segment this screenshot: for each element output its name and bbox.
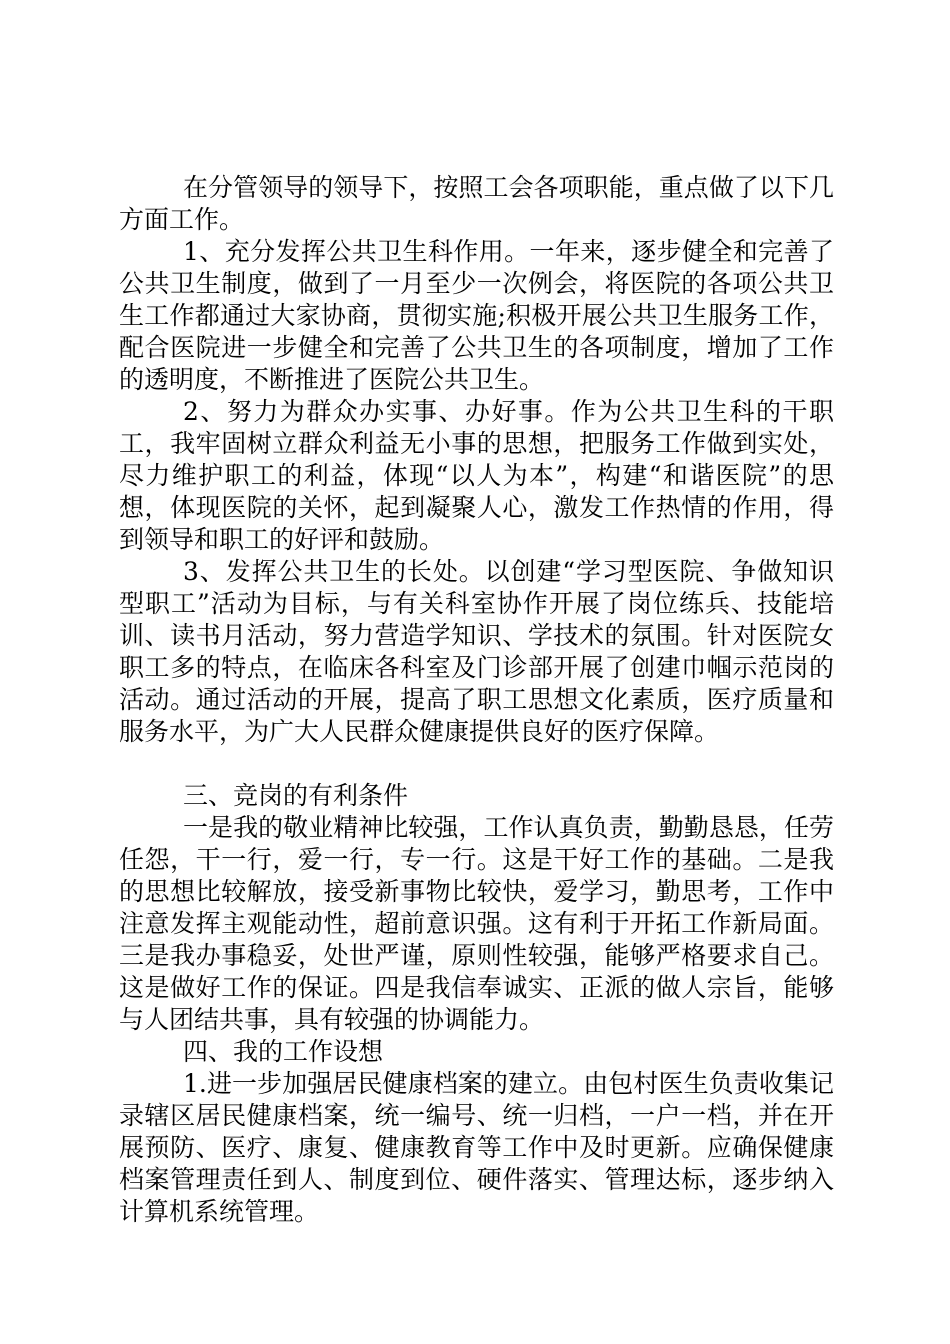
item-1-paragraph: 1、充分发挥公共卫生科作用。一年来，逐步健全和完善了公共卫生制度，做到了一月至少一次例会，将医院的各项公共卫生工作都通过大家协商，贯彻实施;积极开展公共卫生服务工作，配合医院进一步健全和完善了公共卫生的各项制度，增加了工作的透明度，不断推进了医院公共卫生。 xyxy=(119,237,834,394)
section-three-heading: 三、竞岗的有利条件 xyxy=(183,781,409,810)
advantages-paragraph: 一是我的敬业精神比较强，工作认真负责，勤勤恳恳，任劳任怨，干一行，爱一行，专一行。这是干好工作的基础。二是我的思想比较解放，接受新事物比较快，爱学习，勤思考，工作中注意发挥主观能动性，超前意识强。这有利于开拓工作新局面。三是我办事稳妥，处世严谨，原则性较强，能够严格要求自己。这是做好工作的保证。四是我信奉诚实、正派的做人宗旨，能够与人团结共事，具有较强的协调能力。 xyxy=(119,813,834,1034)
item-2-paragraph: 2、努力为群众办实事、办好事。作为公共卫生科的干职工，我牢固树立群众利益无小事的思想，把服务工作做到实处，尽力维护职工的利益，体现“以人为本”，构建“和谐医院”的思想，体现医院的关怀，起到凝聚人心，激发工作热情的作用，得到领导和职工的好评和鼓励。 xyxy=(119,397,834,554)
intro-paragraph: 在分管领导的领导下，按照工会各项职能，重点做了以下几方面工作。 xyxy=(119,173,834,234)
item-3-paragraph: 3、发挥公共卫生的长处。以创建“学习型医院、争做知识型职工”活动为目标，与有关科室协作开展了岗位练兵、技能培训、读书月活动，努力营造学知识、学技术的氛围。针对医院女职工多的特点，在临床各科室及门诊部开展了创建巾帼示范岗的活动。通过活动的开展，提高了职工思想文化素质，医疗质量和服务水平，为广大人民群众健康提供良好的医疗保障。 xyxy=(119,557,834,746)
document-body xyxy=(119,172,834,1228)
section-spacer xyxy=(119,748,834,780)
plan-1-paragraph: 1.进一步加强居民健康档案的建立。由包村医生负责收集记录辖区居民健康档案，统一编号、统一归档，一户一档，并在开展预防、医疗、康复、健康教育等工作中及时更新。应确保健康档案管理责任到人、制度到位、硬件落实、管理达标，逐步纳入计算机系统管理。 xyxy=(119,1069,834,1226)
section-four-heading: 四、我的工作设想 xyxy=(183,1037,384,1066)
